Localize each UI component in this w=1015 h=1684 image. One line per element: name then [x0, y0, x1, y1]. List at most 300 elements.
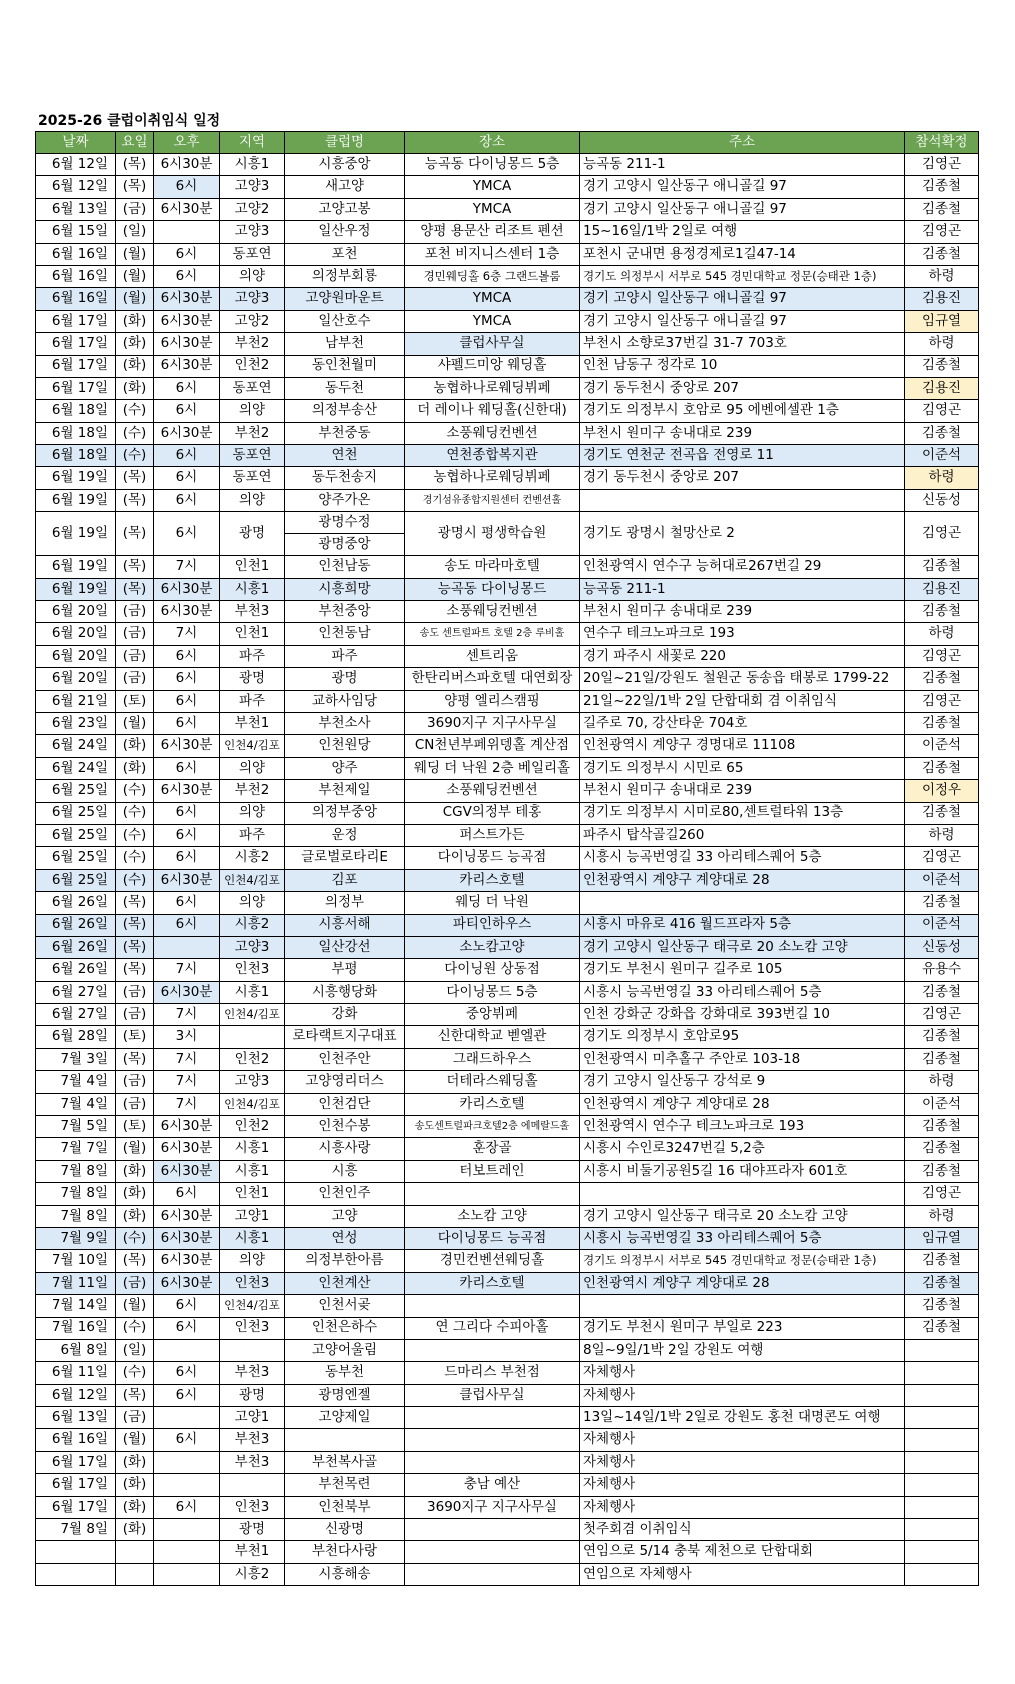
cell-club: 포천	[285, 243, 405, 265]
cell-date: 7월 4일	[36, 1071, 116, 1093]
cell-area: 시흥1	[220, 154, 285, 176]
cell-address: 첫주회겸 이취임식	[580, 1519, 905, 1541]
cell-attendee	[905, 1339, 979, 1361]
cell-time: 6시30분	[154, 1272, 220, 1294]
cell-place: 카리스호텔	[405, 1272, 580, 1294]
cell-place	[405, 1541, 580, 1563]
table-row	[36, 578, 979, 600]
cell-date: 6월 26일	[36, 959, 116, 981]
cell-area: 파주	[220, 824, 285, 846]
cell-place: 양평 용문산 리조트 펜션	[405, 221, 580, 243]
cell-area: 인천4/김포	[220, 1004, 285, 1026]
cell-time: 6시	[154, 265, 220, 287]
cell-area: 고양2	[220, 198, 285, 220]
cell-club: 인천원당	[285, 735, 405, 757]
cell-address: 인천광역시 계양구 계양대로 28	[580, 1272, 905, 1294]
table-row	[36, 1026, 979, 1048]
cell-address: 자체행사	[580, 1362, 905, 1384]
cell-day: (월)	[116, 265, 154, 287]
cell-area: 부천2	[220, 333, 285, 355]
cell-club: 고양고봉	[285, 198, 405, 220]
table-row	[36, 892, 979, 914]
col-header-day: 요일	[116, 132, 154, 154]
cell-club: 일산호수	[285, 310, 405, 332]
cell-date: 6월 27일	[36, 981, 116, 1003]
cell-time: 6시30분	[154, 780, 220, 802]
header-row	[36, 132, 979, 154]
cell-day: (금)	[116, 1004, 154, 1026]
cell-date: 6월 17일	[36, 1451, 116, 1473]
cell-place	[405, 1451, 580, 1473]
cell-attendee	[905, 1362, 979, 1384]
table-row	[36, 623, 979, 645]
cell-day: (화)	[116, 355, 154, 377]
cell-date: 6월 25일	[36, 824, 116, 846]
cell-area: 의양	[220, 489, 285, 511]
cell-time: 6시	[154, 400, 220, 422]
cell-time: 6시	[154, 489, 220, 511]
cell-time: 6시	[154, 176, 220, 198]
cell-attendee: 김영곤	[905, 154, 979, 176]
table-row	[36, 467, 979, 489]
cell-address: 경기도 연천군 전곡읍 전영로 11	[580, 445, 905, 467]
cell-address: 자체행사	[580, 1496, 905, 1518]
cell-attendee	[905, 1474, 979, 1496]
schedule-table	[35, 131, 979, 1586]
cell-place: 그래드하우스	[405, 1048, 580, 1070]
cell-place: 다이닝몽드 능곡점	[405, 847, 580, 869]
cell-address: 자체행사	[580, 1474, 905, 1496]
cell-address: 연임으로 5/14 충북 제천으로 단합대회	[580, 1541, 905, 1563]
table-row	[36, 1362, 979, 1384]
table-row	[36, 645, 979, 667]
cell-area: 시흥1	[220, 981, 285, 1003]
schedule-title: 2025-26 클럽이취임식 일정	[38, 113, 221, 129]
cell-date	[36, 1541, 116, 1563]
cell-club-second: 광명중앙	[318, 536, 371, 553]
table-row	[36, 601, 979, 623]
table-row	[36, 1183, 979, 1205]
cell-address: 자체행사	[580, 1451, 905, 1473]
cell-club: 시흥희망	[285, 578, 405, 600]
cell-time: 7시	[154, 556, 220, 578]
table-row	[36, 780, 979, 802]
cell-club: 동두천	[285, 377, 405, 399]
cell-day: (목)	[116, 467, 154, 489]
cell-address: 자체행사	[580, 1384, 905, 1406]
cell-time: 6시30분	[154, 578, 220, 600]
cell-day: (토)	[116, 690, 154, 712]
cell-day: (월)	[116, 1138, 154, 1160]
col-header-attendee: 참석확정	[905, 132, 979, 154]
cell-date: 6월 17일	[36, 333, 116, 355]
cell-address: 시흥시 마유로 416 월드프라자 5층	[580, 914, 905, 936]
cell-date: 6월 18일	[36, 400, 116, 422]
cell-attendee	[905, 1519, 979, 1541]
cell-place: 드마리스 부천점	[405, 1362, 580, 1384]
cell-address: 파주시 탑삭골길260	[580, 824, 905, 846]
cell-attendee: 하령	[905, 623, 979, 645]
cell-date: 7월 3일	[36, 1048, 116, 1070]
cell-area: 인천2	[220, 1048, 285, 1070]
cell-place: 신한대학교 벧엘관	[405, 1026, 580, 1048]
table-row	[36, 981, 979, 1003]
table-row	[36, 512, 979, 556]
cell-address: 경기 고양시 일산동구 애니골길 97	[580, 310, 905, 332]
cell-address: 부천시 소향로37번길 31-7 703호	[580, 333, 905, 355]
cell-date: 7월 5일	[36, 1116, 116, 1138]
cell-time: 6시	[154, 512, 220, 556]
cell-date: 6월 16일	[36, 265, 116, 287]
cell-club: 부평	[285, 959, 405, 981]
cell-club: 광명엔젤	[285, 1384, 405, 1406]
cell-time: 6시30분	[154, 981, 220, 1003]
cell-time	[154, 1407, 220, 1429]
cell-time: 6시	[154, 645, 220, 667]
cell-date: 6월 18일	[36, 445, 116, 467]
cell-time	[154, 1563, 220, 1585]
cell-area: 인천3	[220, 959, 285, 981]
cell-address: 인천 강화군 강화읍 강화대로 393번길 10	[580, 1004, 905, 1026]
cell-day: (금)	[116, 645, 154, 667]
cell-area: 파주	[220, 690, 285, 712]
cell-address: 자체행사	[580, 1429, 905, 1451]
cell-time: 6시	[154, 377, 220, 399]
table-row	[36, 959, 979, 981]
cell-date: 7월 10일	[36, 1250, 116, 1272]
cell-date: 6월 20일	[36, 623, 116, 645]
table-row	[36, 1496, 979, 1518]
cell-area	[220, 1474, 285, 1496]
cell-attendee: 김종철	[905, 422, 979, 444]
cell-date: 6월 27일	[36, 1004, 116, 1026]
cell-place: 소풍웨딩컨벤션	[405, 780, 580, 802]
cell-day: (수)	[116, 400, 154, 422]
cell-attendee: 김종철	[905, 1295, 979, 1317]
cell-club: 강화	[285, 1004, 405, 1026]
cell-place: 다이닝원 상동점	[405, 959, 580, 981]
cell-place: 다이닝몽드 5층	[405, 981, 580, 1003]
cell-attendee: 하령	[905, 265, 979, 287]
cell-time: 6시30분	[154, 355, 220, 377]
cell-attendee: 김영곤	[905, 690, 979, 712]
cell-area: 고양3	[220, 1071, 285, 1093]
cell-day: (목)	[116, 512, 154, 556]
cell-area: 의양	[220, 1250, 285, 1272]
cell-club: 시흥중앙	[285, 154, 405, 176]
cell-area: 고양3	[220, 936, 285, 958]
cell-time: 6시	[154, 243, 220, 265]
cell-attendee: 이정우	[905, 780, 979, 802]
cell-club: 일산우정	[285, 221, 405, 243]
cell-day: (화)	[116, 1451, 154, 1473]
cell-club: 인천은하수	[285, 1317, 405, 1339]
cell-address: 시흥시 능곡번영길 33 아리테스퀘어 5층	[580, 1227, 905, 1249]
cell-area: 광명	[220, 668, 285, 690]
cell-address: 부천시 원미구 송내대로 239	[580, 422, 905, 444]
cell-address: 시흥시 비둘기공원5길 16 대야프라자 601호	[580, 1160, 905, 1182]
cell-attendee: 김영곤	[905, 645, 979, 667]
cell-place: 충남 예산	[405, 1474, 580, 1496]
cell-day: (목)	[116, 936, 154, 958]
cell-time	[154, 1474, 220, 1496]
cell-address: 경기도 광명시 철망산로 2	[580, 512, 905, 556]
cell-area: 부천1	[220, 712, 285, 734]
cell-day: (목)	[116, 892, 154, 914]
cell-day: (금)	[116, 1407, 154, 1429]
cell-place: 더 레이나 웨딩홀(신한대)	[405, 400, 580, 422]
cell-club: 동두천송지	[285, 467, 405, 489]
cell-time	[154, 1339, 220, 1361]
cell-date: 6월 26일	[36, 936, 116, 958]
cell-time: 7시	[154, 1048, 220, 1070]
cell-place: 한탄리버스파호텔 대연회장	[405, 668, 580, 690]
cell-address: 21일~22일/1박 2일 단합대회 겸 이취임식	[580, 690, 905, 712]
cell-attendee: 김종철	[905, 981, 979, 1003]
cell-time: 6시30분	[154, 735, 220, 757]
cell-club: 동부천	[285, 1362, 405, 1384]
cell-day: (목)	[116, 959, 154, 981]
cell-day: (월)	[116, 243, 154, 265]
cell-club: 교하사임당	[285, 690, 405, 712]
cell-address: 포천시 군내면 용정경제로1길47-14	[580, 243, 905, 265]
table-row	[36, 1227, 979, 1249]
cell-date: 6월 19일	[36, 512, 116, 556]
cell-area: 광명	[220, 1384, 285, 1406]
col-header-date: 날짜	[36, 132, 116, 154]
cell-attendee	[905, 1407, 979, 1429]
cell-area: 시흥1	[220, 1138, 285, 1160]
cell-time: 6시30분	[154, 310, 220, 332]
cell-place: CN천년부페위뎅홀 계산점	[405, 735, 580, 757]
cell-attendee: 이준석	[905, 1093, 979, 1115]
cell-club: 시흥서해	[285, 914, 405, 936]
cell-club: 신광명	[285, 1519, 405, 1541]
cell-day: (목)	[116, 154, 154, 176]
table-row	[36, 936, 979, 958]
cell-place	[405, 1339, 580, 1361]
cell-place	[405, 1407, 580, 1429]
cell-place: 능곡동 다이닝몽드	[405, 578, 580, 600]
table-row	[36, 1339, 979, 1361]
cell-club: 인천북부	[285, 1496, 405, 1518]
cell-place	[405, 1183, 580, 1205]
cell-attendee: 김영곤	[905, 1183, 979, 1205]
cell-area	[220, 1026, 285, 1048]
cell-date: 7월 14일	[36, 1295, 116, 1317]
cell-time: 6시30분	[154, 869, 220, 891]
cell-club: 인천검단	[285, 1093, 405, 1115]
cell-attendee: 김종철	[905, 802, 979, 824]
cell-area: 고양3	[220, 176, 285, 198]
table-row	[36, 310, 979, 332]
cell-time	[154, 1519, 220, 1541]
cell-day: (수)	[116, 869, 154, 891]
cell-attendee: 김종철	[905, 668, 979, 690]
cell-time	[154, 936, 220, 958]
cell-club: 인천남동	[285, 556, 405, 578]
cell-day: (금)	[116, 198, 154, 220]
cell-date: 6월 11일	[36, 1362, 116, 1384]
cell-club	[285, 512, 405, 556]
cell-day: (금)	[116, 1272, 154, 1294]
cell-place: 웨딩 더 낙원 2층 베일리홀	[405, 757, 580, 779]
cell-area: 파주	[220, 645, 285, 667]
cell-area: 부천3	[220, 1429, 285, 1451]
cell-date: 6월 16일	[36, 1429, 116, 1451]
cell-address: 경기 고양시 일산동구 태극로 20 소노캄 고양	[580, 1205, 905, 1227]
cell-attendee: 김종철	[905, 243, 979, 265]
cell-date: 6월 13일	[36, 1407, 116, 1429]
cell-day: (금)	[116, 1093, 154, 1115]
table-row	[36, 1093, 979, 1115]
cell-day: (목)	[116, 914, 154, 936]
cell-club: 부천다사랑	[285, 1541, 405, 1563]
cell-time: 6시30분	[154, 422, 220, 444]
cell-attendee: 김용진	[905, 377, 979, 399]
cell-club: 새고양	[285, 176, 405, 198]
cell-address: 경기도 의정부시 서부로 545 경민대학교 정문(승태관 1층)	[580, 265, 905, 287]
cell-club: 연성	[285, 1227, 405, 1249]
cell-area: 의양	[220, 757, 285, 779]
cell-area: 의양	[220, 892, 285, 914]
cell-time	[154, 221, 220, 243]
cell-place: YMCA	[405, 288, 580, 310]
cell-time: 6시30분	[154, 1160, 220, 1182]
table-row	[36, 735, 979, 757]
cell-time: 7시	[154, 1004, 220, 1026]
cell-date: 6월 20일	[36, 668, 116, 690]
col-header-time: 오후	[154, 132, 220, 154]
cell-attendee: 김종철	[905, 892, 979, 914]
cell-attendee: 김종철	[905, 1138, 979, 1160]
cell-club: 인천수봉	[285, 1116, 405, 1138]
cell-address: 시흥시 수인로3247번길 5,2층	[580, 1138, 905, 1160]
cell-area: 인천2	[220, 355, 285, 377]
cell-attendee: 김용진	[905, 578, 979, 600]
cell-day: (월)	[116, 288, 154, 310]
cell-day: (목)	[116, 1384, 154, 1406]
cell-club: 운정	[285, 824, 405, 846]
table-row	[36, 489, 979, 511]
cell-place: 경민컨벤션웨딩홀	[405, 1250, 580, 1272]
table-row	[36, 802, 979, 824]
cell-time: 6시30분	[154, 601, 220, 623]
col-header-place: 장소	[405, 132, 580, 154]
cell-address: 경기 파주시 새꽃로 220	[580, 645, 905, 667]
cell-attendee	[905, 1563, 979, 1585]
cell-date: 6월 17일	[36, 1474, 116, 1496]
cell-address: 인천광역시 미추홀구 주안로 103-18	[580, 1048, 905, 1070]
cell-day: (금)	[116, 668, 154, 690]
cell-attendee	[905, 1541, 979, 1563]
cell-attendee: 김종철	[905, 176, 979, 198]
cell-attendee: 김종철	[905, 1160, 979, 1182]
cell-day: (수)	[116, 1227, 154, 1249]
cell-place: 농협하나로웨딩뷔페	[405, 467, 580, 489]
cell-club: 고양어울림	[285, 1339, 405, 1361]
cell-address	[580, 1295, 905, 1317]
cell-day: (화)	[116, 1519, 154, 1541]
cell-date: 6월 21일	[36, 690, 116, 712]
cell-club: 파주	[285, 645, 405, 667]
cell-area: 인천4/김포	[220, 1093, 285, 1115]
table-row	[36, 1451, 979, 1473]
cell-attendee: 임규열	[905, 1227, 979, 1249]
cell-date: 6월 15일	[36, 221, 116, 243]
cell-place: 연천종합복지관	[405, 445, 580, 467]
cell-area: 시흥2	[220, 914, 285, 936]
cell-place: 3690지구 지구사무실	[405, 712, 580, 734]
cell-time: 7시	[154, 1071, 220, 1093]
cell-address: 20일~21일/강원도 철원군 동송읍 태봉로 1799-22	[580, 668, 905, 690]
cell-club: 양주가온	[285, 489, 405, 511]
cell-club: 인천동남	[285, 623, 405, 645]
cell-attendee: 하령	[905, 467, 979, 489]
cell-club: 동인천월미	[285, 355, 405, 377]
cell-place: 센트리움	[405, 645, 580, 667]
cell-time: 6시	[154, 712, 220, 734]
cell-area: 부천3	[220, 1451, 285, 1473]
cell-address: 인천광역시 계양구 계양대로 28	[580, 869, 905, 891]
cell-attendee: 김용진	[905, 288, 979, 310]
cell-area: 부천3	[220, 1362, 285, 1384]
cell-date: 6월 24일	[36, 735, 116, 757]
cell-address: 연수구 테크노파크로 193	[580, 623, 905, 645]
cell-attendee: 김영곤	[905, 221, 979, 243]
table-row	[36, 1250, 979, 1272]
cell-attendee: 하령	[905, 333, 979, 355]
cell-attendee: 이준석	[905, 445, 979, 467]
cell-club: 의정부한아름	[285, 1250, 405, 1272]
cell-address: 경기도 부천시 원미구 길주로 105	[580, 959, 905, 981]
cell-day: (목)	[116, 489, 154, 511]
cell-attendee	[905, 1429, 979, 1451]
cell-area: 고양3	[220, 221, 285, 243]
cell-address: 연임으로 자체행사	[580, 1563, 905, 1585]
cell-area: 시흥1	[220, 1227, 285, 1249]
cell-day: (화)	[116, 1496, 154, 1518]
cell-club: 부천소사	[285, 712, 405, 734]
cell-date: 6월 12일	[36, 1384, 116, 1406]
cell-area: 고양1	[220, 1407, 285, 1429]
cell-date: 6월 16일	[36, 288, 116, 310]
table-row	[36, 847, 979, 869]
table-row	[36, 400, 979, 422]
cell-date: 7월 4일	[36, 1093, 116, 1115]
col-header-area: 지역	[220, 132, 285, 154]
cell-attendee: 신동성	[905, 936, 979, 958]
cell-club: 의정부중앙	[285, 802, 405, 824]
cell-area: 인천4/김포	[220, 1295, 285, 1317]
cell-place: 카리스호텔	[405, 1093, 580, 1115]
table-row	[36, 690, 979, 712]
cell-day: (금)	[116, 623, 154, 645]
cell-address: 경기도 부천시 원미구 부일로 223	[580, 1317, 905, 1339]
table-row	[36, 1563, 979, 1585]
table-row	[36, 377, 979, 399]
cell-date: 6월 24일	[36, 757, 116, 779]
cell-area: 동포연	[220, 445, 285, 467]
cell-day: (수)	[116, 445, 154, 467]
cell-time: 6시30분	[154, 154, 220, 176]
cell-attendee: 김종철	[905, 556, 979, 578]
cell-time: 6시	[154, 1362, 220, 1384]
cell-area: 부천3	[220, 601, 285, 623]
cell-club: 부천복사골	[285, 1451, 405, 1473]
cell-place: 터보트레인	[405, 1160, 580, 1182]
cell-attendee: 신동성	[905, 489, 979, 511]
